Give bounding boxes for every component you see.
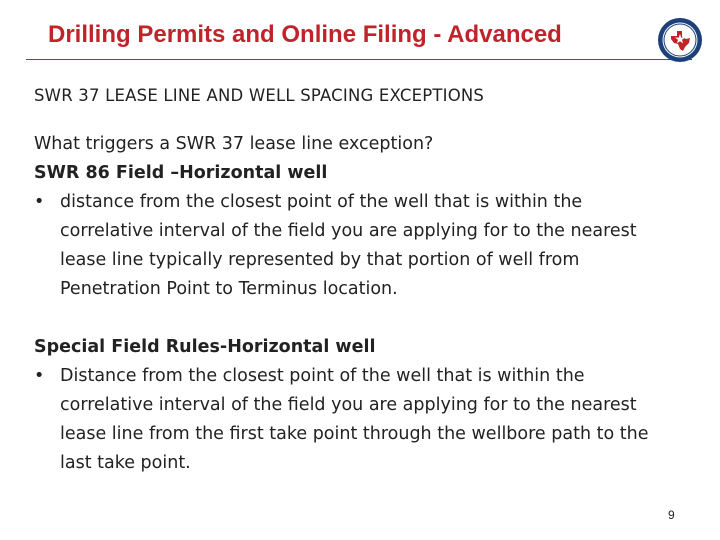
slide-body: [34, 130, 674, 478]
question-text: What triggers a SWR 37 lease line exception?: [34, 134, 434, 154]
title-divider: [26, 59, 692, 60]
bullet-item: [34, 188, 674, 304]
bullet-symbol: •: [34, 366, 45, 386]
section-heading-swr86: SWR 86 Field –Horizontal well: [34, 163, 328, 183]
slide-title: Drilling Permits and Online Filing - Advanced: [48, 21, 562, 48]
section-heading-special-field-rules: Special Field Rules-Horizontal well: [34, 337, 376, 357]
railroad-commission-seal-icon: [656, 16, 704, 64]
page-number: 9: [668, 508, 675, 522]
bullet-item: [34, 362, 674, 478]
bullet-text-special-field-rules: Distance from the closest point of the well that is within the correlative interval of the field you are applying for to the nearest lease line from the first take point through the wellbore path to the last take point.: [60, 366, 649, 473]
bullet-text-swr86: distance from the closest point of the well that is within the correlative interval of the field you are applying for to the nearest lease line typically represented by that portion of well from Penetration Point to Terminus location.: [60, 192, 637, 299]
bullet-symbol: •: [34, 192, 45, 212]
slide-subtitle: SWR 37 LEASE LINE AND WELL SPACING EXCEPTIONS: [34, 86, 485, 105]
